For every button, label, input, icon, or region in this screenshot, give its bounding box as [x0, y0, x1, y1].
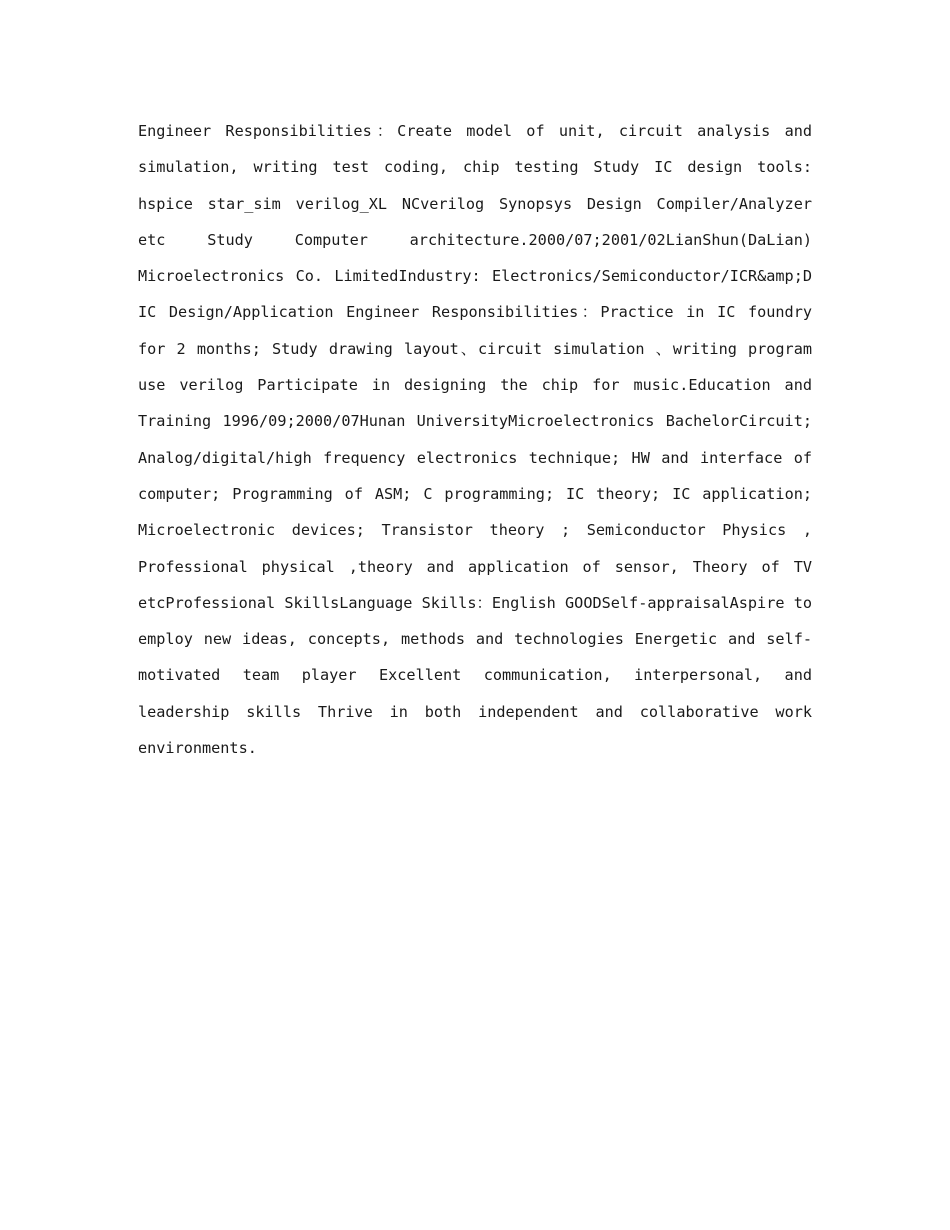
resume-body-text: Engineer Responsibilities：Create model of unit, circuit analysis and simulation, writing test coding, chip testing Study IC design tools: hspice star_sim verilog_XL NCverilog Synopsys Design Compiler/Analyzer etc Study Computer architecture.2000/07;2001/02LianShun(DaLian) Microelectronics Co. LimitedIndustry: Electronics/Semiconductor/ICR&amp;D IC Design/Application Engineer Responsibilities：Practice in IC foundry for 2 months; Study drawing layout、circuit simulation 、writing program use verilog Participate in designing the chip for music.Education and Training 1996/09;2000/07Hunan UniversityMicroelectronics BachelorCircuit; Analog/digital/high frequency electronics technique; HW and interface of computer; Programming of ASM; C programming; IC theory; IC application; Microelectronic devices; Transistor theory ; Semiconductor Physics , Professional physical ,theory and application of sensor, Theory of TV etcProfessional SkillsLanguage Skills：English GOODSelf-appraisalAspire to employ new ideas, concepts, methods and technologies Energetic and self-motivated team player Excellent communication, interpersonal, and leadership skills Thrive in both independent and collaborative work environments.: [138, 122, 812, 758]
